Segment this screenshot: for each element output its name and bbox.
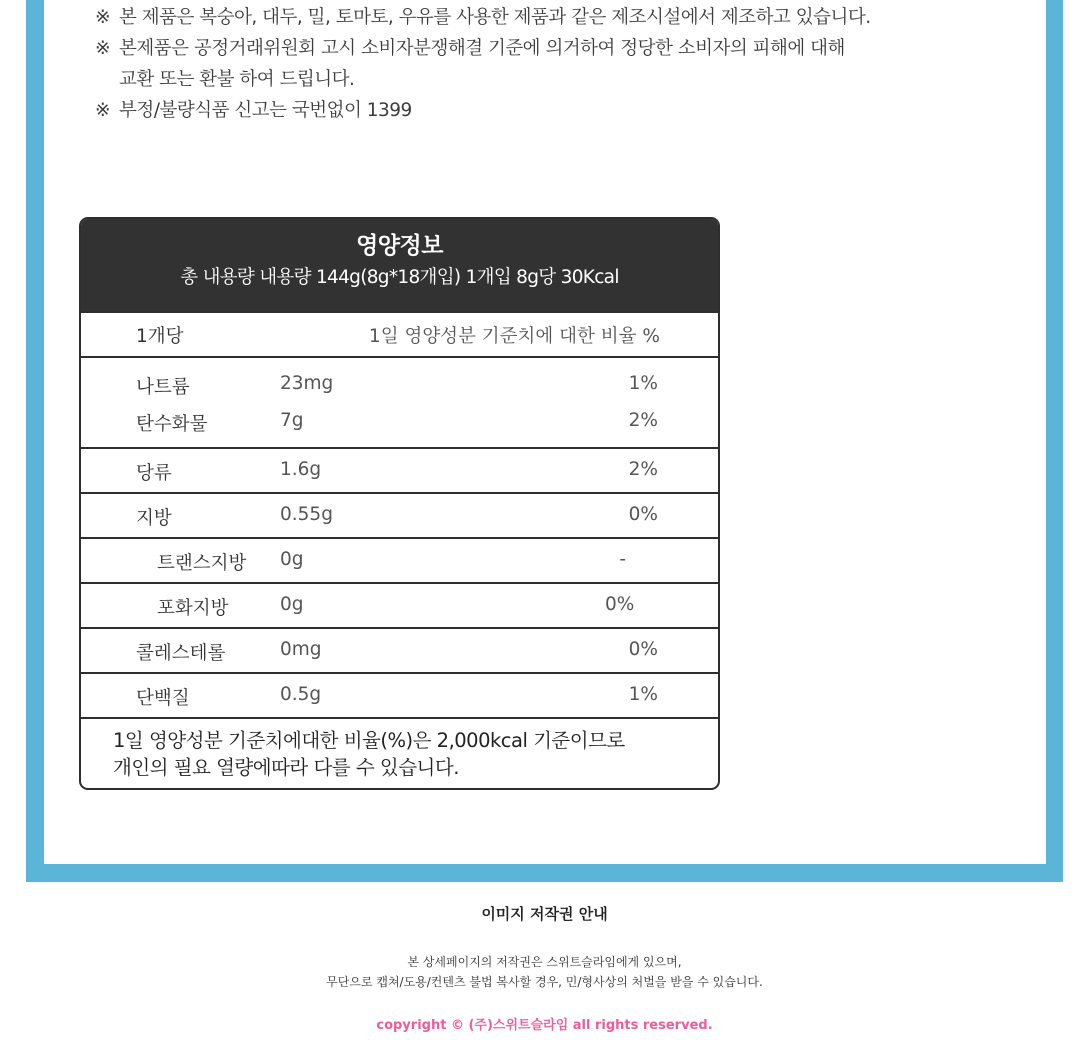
nutrient-name: 포화지방: [157, 598, 229, 619]
table-row: [81, 492, 718, 537]
nutrient-name: 나트륨: [136, 377, 190, 398]
footnote-text: [113, 727, 625, 781]
nutrient-name: 탄수화물: [136, 414, 208, 435]
copyright-notice-title: 이미지 저작권 안내: [481, 905, 608, 923]
table-row: [81, 447, 718, 492]
notice-report-text: 부정/불량식품 신고는 국번없이 1399: [119, 100, 412, 121]
nutrient-percent: 0%: [628, 504, 658, 525]
nutrient-amount: 0.5g: [280, 684, 322, 705]
table-row: [81, 356, 718, 447]
daily-value-label: 1일 영양성분 기준치에 대한 비율 %: [368, 326, 660, 347]
nutrient-percent: 2%: [628, 410, 658, 431]
reference-mark: ※: [95, 100, 111, 121]
copyright-notice-body: [0, 952, 1089, 992]
footnote-line: 개인의 필요 열량에따라 다를 수 있습니다.: [113, 756, 459, 779]
table-row: [81, 627, 718, 672]
reference-mark: ※: [95, 7, 111, 28]
table-row: [81, 672, 718, 717]
nutrient-name: 지방: [136, 508, 172, 529]
nutrient-amount: 0g: [280, 594, 304, 615]
nutrient-amount: 7g: [280, 410, 304, 431]
nutrition-facts-table: [79, 217, 720, 790]
reference-mark: ※: [95, 38, 111, 59]
nutrient-name: 트랜스지방: [157, 553, 247, 574]
notice-refund-text-cont: 교환 또는 환불 하여 드립니다.: [119, 69, 355, 90]
notice-list: [95, 2, 1055, 126]
nutrient-percent: 1%: [628, 373, 658, 394]
notice-refund: [95, 33, 1055, 64]
per-unit-label: 1개당: [136, 326, 184, 347]
notice-allergen-text: 본 제품은 복숭아, 대두, 밀, 토마토, 우유를 사용한 제품과 같은 제조시설에서 제조하고 있습니다.: [119, 7, 871, 28]
nutrient-percent: 2%: [628, 459, 658, 480]
nutrient-amount: 1.6g: [280, 459, 322, 480]
nutrient-name: 콜레스테롤: [136, 643, 226, 664]
notice-report: [95, 95, 1055, 126]
table-row: [81, 537, 718, 582]
copyright-text: copyright © (주)스위트슬라임 all rights reserved.: [376, 1018, 713, 1033]
nutrient-name: 단백질: [136, 688, 190, 709]
nutrition-header: [81, 219, 718, 311]
nutrient-percent: 0%: [628, 639, 658, 660]
nutrient-amount: 0.55g: [280, 504, 333, 525]
table-row: [81, 582, 718, 627]
nutrition-footnote: [81, 717, 718, 790]
notice-refund-text: 본제품은 공정거래위원회 고시 소비자분쟁해결 기준에 의거하여 정당한 소비자의 피해에 대해: [119, 38, 845, 59]
notice-refund-cont: [95, 64, 1055, 95]
nutrient-amount: 0mg: [280, 639, 322, 660]
nutrition-title: 영양정보: [356, 233, 443, 259]
copyright-notice-line: 무단으로 캡쳐/도용/컨텐츠 불법 복사할 경우, 민/형사상의 처벌을 받을 수 있습니다.: [326, 975, 763, 989]
copyright-notice-line: 본 상세페이지의 저작권은 스위트슬라임에게 있으며,: [407, 955, 682, 969]
nutrient-amount: 0g: [280, 549, 304, 570]
footnote-line: 1일 영양성분 기준치에대한 비율(%)은 2,000kcal 기준이므로: [113, 729, 625, 752]
nutrient-percent: -: [619, 549, 626, 570]
nutrient-amount: 23mg: [280, 373, 334, 394]
nutrition-column-header: [81, 311, 718, 356]
notice-allergen: [95, 2, 1055, 33]
nutrient-percent: 1%: [628, 684, 658, 705]
nutrition-subtitle: 총 내용량 내용량 144g(8g*18개입) 1개입 8g당 30Kcal: [180, 267, 619, 288]
nutrient-name: 당류: [136, 463, 172, 484]
nutrient-percent: 0%: [605, 594, 635, 615]
